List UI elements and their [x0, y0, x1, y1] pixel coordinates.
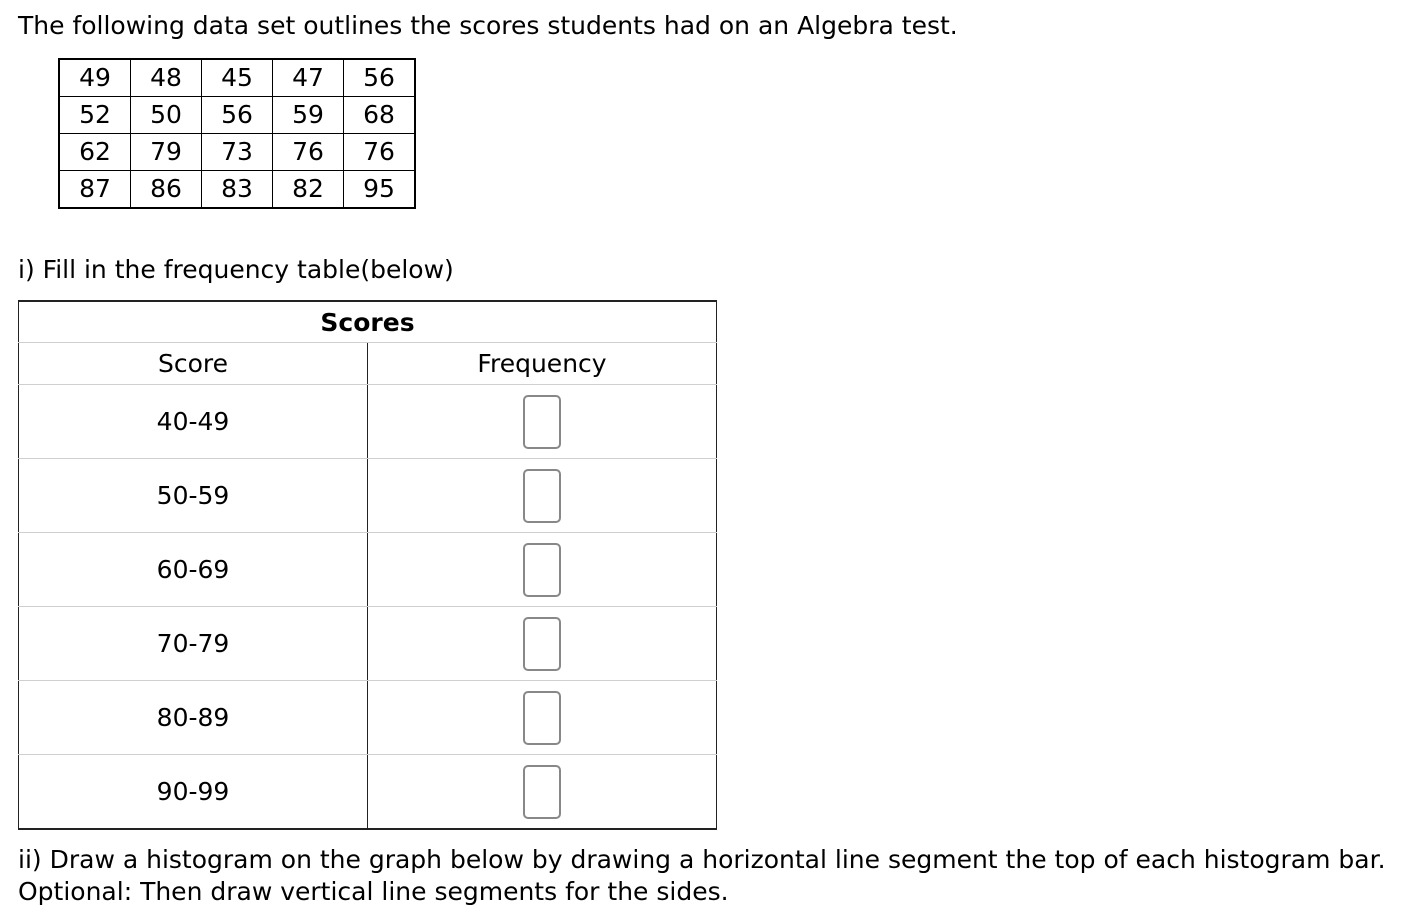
- table-row: [19, 533, 717, 607]
- data-cell: 87: [59, 171, 131, 209]
- data-cell: 48: [131, 59, 202, 97]
- data-cell: 49: [59, 59, 131, 97]
- data-cell: 95: [344, 171, 416, 209]
- part1-instruction: i) Fill in the frequency table(below): [18, 255, 454, 284]
- part2-line-2: Optional: Then draw vertical line segments for the sides.: [18, 877, 729, 906]
- table-row: [19, 385, 717, 459]
- data-cell: 76: [344, 134, 416, 171]
- data-cell: 56: [202, 97, 273, 134]
- table-row: [19, 459, 717, 533]
- score-data-table: [58, 58, 416, 209]
- frequency-cell: [368, 607, 717, 681]
- data-row: [59, 97, 415, 134]
- data-row: [59, 134, 415, 171]
- data-cell: 59: [273, 97, 344, 134]
- data-cell: 79: [131, 134, 202, 171]
- data-cell: 47: [273, 59, 344, 97]
- frequency-table-caption: Scores: [19, 301, 717, 343]
- frequency-cell: [368, 385, 717, 459]
- score-range-label: 50-59: [19, 459, 368, 533]
- frequency-answer-input[interactable]: [523, 395, 561, 449]
- data-cell: 83: [202, 171, 273, 209]
- part2-line-1: ii) Draw a histogram on the graph below by drawing a horizontal line segment the top of each histogram bar.: [18, 845, 1386, 874]
- data-cell: 82: [273, 171, 344, 209]
- frequency-cell: [368, 459, 717, 533]
- frequency-cell: [368, 755, 717, 830]
- score-range-label: 80-89: [19, 681, 368, 755]
- column-header-score: Score: [19, 343, 368, 385]
- table-row: [19, 755, 717, 830]
- score-range-label: 70-79: [19, 607, 368, 681]
- data-row: [59, 59, 415, 97]
- data-cell: 50: [131, 97, 202, 134]
- score-range-label: 40-49: [19, 385, 368, 459]
- frequency-answer-input[interactable]: [523, 691, 561, 745]
- data-cell: 68: [344, 97, 416, 134]
- column-header-frequency: Frequency: [368, 343, 717, 385]
- table-row: [19, 681, 717, 755]
- frequency-answer-input[interactable]: [523, 617, 561, 671]
- table-row: [19, 607, 717, 681]
- frequency-cell: [368, 533, 717, 607]
- frequency-answer-input[interactable]: [523, 543, 561, 597]
- data-cell: 52: [59, 97, 131, 134]
- data-row: [59, 171, 415, 209]
- score-range-label: 60-69: [19, 533, 368, 607]
- data-cell: 56: [344, 59, 416, 97]
- frequency-answer-input[interactable]: [523, 469, 561, 523]
- data-cell: 73: [202, 134, 273, 171]
- score-range-label: 90-99: [19, 755, 368, 830]
- frequency-cell: [368, 681, 717, 755]
- data-cell: 62: [59, 134, 131, 171]
- data-cell: 45: [202, 59, 273, 97]
- intro-text: The following data set outlines the scores students had on an Algebra test.: [18, 11, 958, 40]
- frequency-answer-input[interactable]: [523, 765, 561, 819]
- data-cell: 86: [131, 171, 202, 209]
- frequency-table-header-row: [19, 343, 717, 385]
- frequency-table: [18, 300, 717, 830]
- part2-instruction: [18, 844, 1398, 908]
- data-cell: 76: [273, 134, 344, 171]
